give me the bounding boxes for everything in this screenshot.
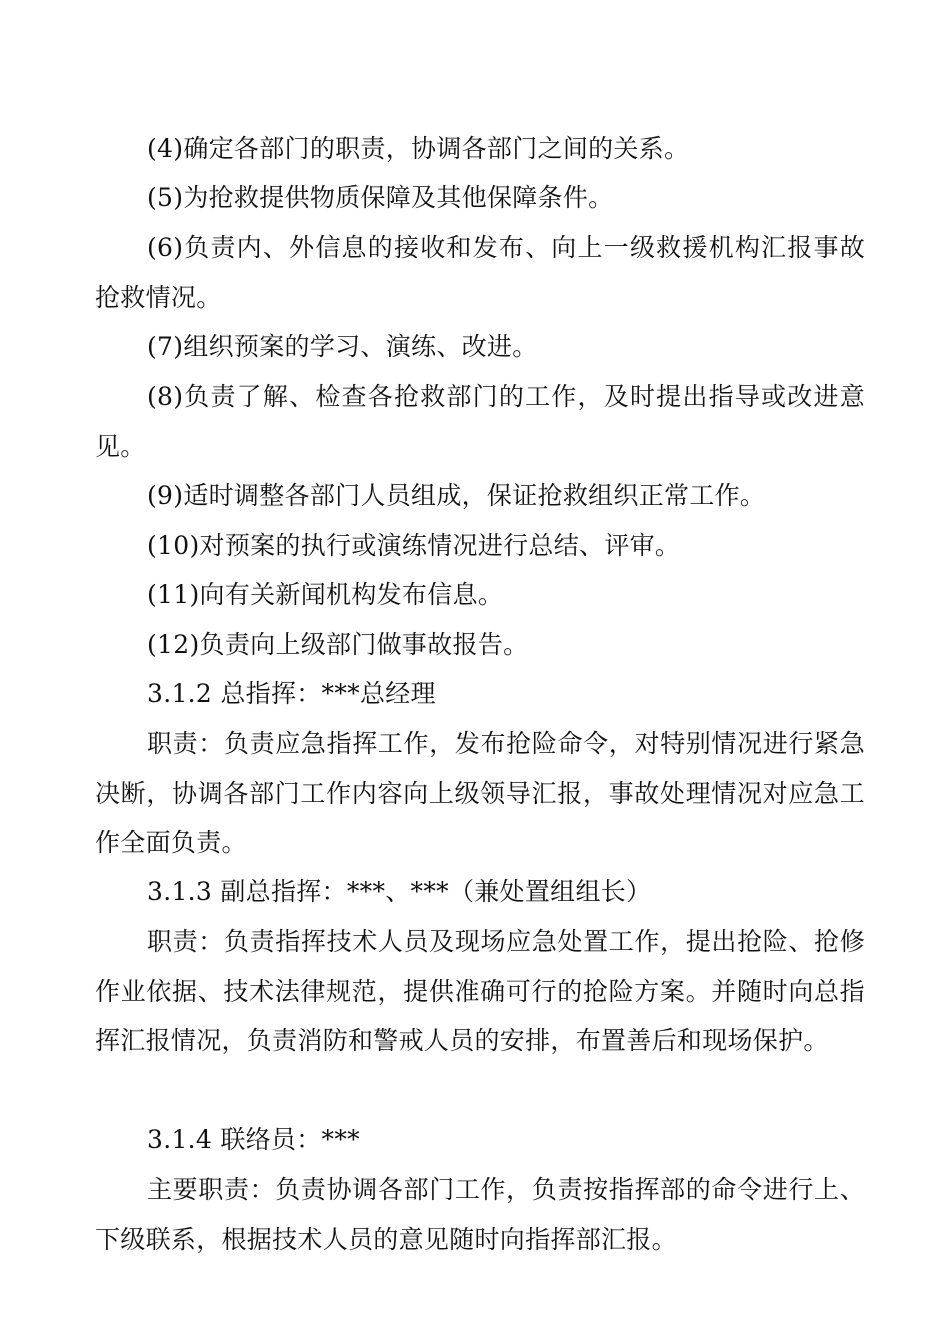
paragraph-item-9: (9)适时调整各部门人员组成，保证抢救组织正常工作。 (147, 481, 766, 510)
paragraph-item-4: (4)确定各部门的职责，协调各部门之间的关系。 (147, 134, 690, 163)
paragraph-item-12: (12)负责向上级部门做事故报告。 (147, 630, 529, 659)
paragraph-item-6: (6)负责内、外信息的接收和发布、向上一级救援机构汇报事故抢救情况。 (95, 233, 865, 312)
paragraph-item-5: (5)为抢救提供物质保障及其他保障条件。 (147, 183, 614, 212)
paragraph-item-11: (11)向有关新闻机构发布信息。 (147, 580, 504, 609)
section-heading-3-1-2: 3.1.2 总指挥：***总经理 (147, 679, 436, 708)
section-heading-3-1-3: 3.1.3 副总指挥：***、***（兼处置组组长） (147, 877, 652, 906)
section-heading-3-1-4: 3.1.4 联络员：*** (147, 1125, 360, 1154)
paragraph-commander-duty: 职责：负责应急指挥工作，发布抢险命令，对特别情况进行紧急决断，协调各部门工作内容向上级领导汇报，事故处理情况对应急工作全面负责。 (95, 729, 865, 857)
paragraph-liaison-duty: 主要职责：负责协调各部门工作，负责按指挥部的命令进行上、下级联系，根据技术人员的意见随时向指挥部汇报。 (95, 1175, 865, 1254)
paragraph-deputy-duty: 职责：负责指挥技术人员及现场应急处置工作，提出抢险、抢修作业依据、技术法律规范，提供准确可行的抢险方案。并随时向总指挥汇报情况，负责消防和警戒人员的安排，布置善后和现场保护。 (95, 927, 865, 1055)
paragraph-item-8: (8)负责了解、检查各抢救部门的工作，及时提出指导或改进意见。 (95, 382, 865, 461)
paragraph-item-10: (10)对预案的执行或演练情况进行总结、评审。 (147, 531, 681, 560)
paragraph-item-7: (7)组织预案的学习、演练、改进。 (147, 332, 538, 361)
